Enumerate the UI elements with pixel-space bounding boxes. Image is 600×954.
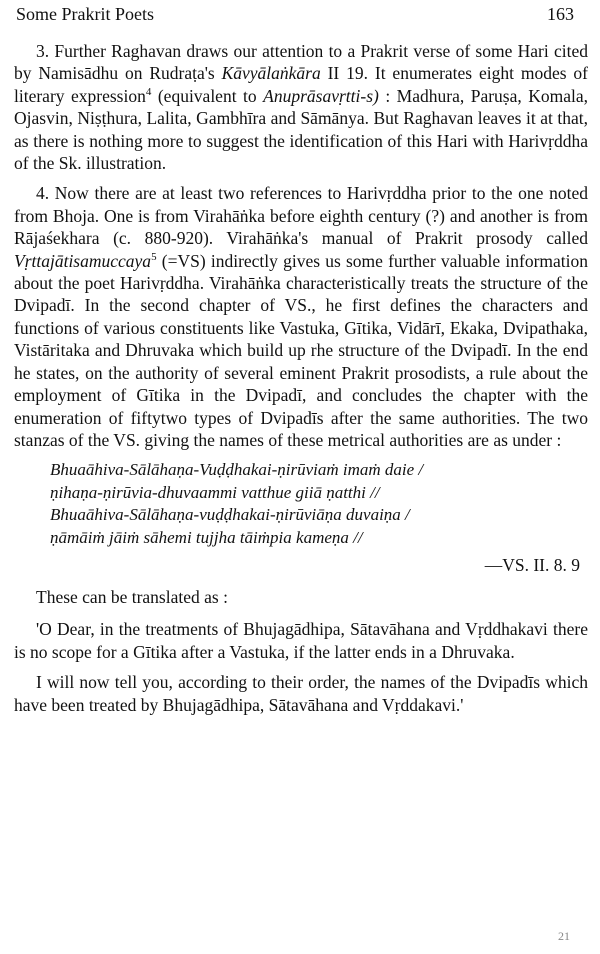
page-header [16,4,574,28]
verse-line: ṇihaṇa-ṇirūvia-dhuvaammi vatthue giiā ṇatthi // [50,482,380,502]
translation-intro: These can be translated as : [36,586,228,607]
verse-line: ṇāmāiṁ jāiṁ sāhemi tujjha tāiṁpia kameṇa // [50,527,363,547]
title-vrttajatisamuccaya: Vṛttajātisamuccaya [14,250,152,271]
paragraph-3: 3. Further Raghavan draws our attention to a Prakrit verse of some Hari cited by Namisādhu on Rudraṭa's Kāvyālaṅkāra II 19. It enumerates eight modes of literary expression$^4$ (equivalent to Anuprāsavṛtti-s) : Madhura, Paruṣa, Komala, Ojasvin, Niṣṭhura, Lalita, Gambhīra and Sāmānya. But Raghavan leaves it at that, as there is nothing more to suggest the identification of this Hari with Harivṛddha of the Sk. illustration. [14,41,588,174]
footnote-4: 4 [145,85,152,98]
page-number: 163 [547,4,574,24]
footnote-5: 5 [151,250,157,263]
term-anuprasavrtti: Anuprāsavṛtti-s) [263,85,379,106]
paragraph-4: 4. Now there are at least two references to Harivṛddha prior to the one noted from Bhoja. One is from Virahāṅka before eighth century (?) and another is from Rājaśekhara (c. 880-920). Virahāṅka's manual of Prakrit prosody called Vṛttajātisamuccaya$^5$ (=VS) indirectly gives us some further valuable information about the poet Harivṛddha. Virahāṅka characteristically treats the structure of the Dvipadī. In the second chapter of VS., he first defines the characters and functions of various constituents like Vastuka, Gītika, Vidārī, Ekaka, Dvipathaka, Vistāritaka and Dhruvaka which build up rhe structure of the Dvipadī. In the end he states, on the authority of several eminent Prakrit prosodists, a rule about the employment of Gītika in the Dvipadī, and concludes the chapter with the enumeration of fiftytwo types of Dvipadīs after the same authorities. The two stanzas of the VS. giving the names of these metrical authorities are as under : [14,183,588,450]
title-kavyalankara: Kāvyālaṅkāra [221,63,321,84]
verse-line: Bhuaāhiva-Sālāhaṇa-Vuḍḍhakai-ṇirūviaṁ imaṁ daie / [50,460,424,480]
page-body [14,40,588,724]
translation-paragraph-1: 'O Dear, in the treatments of Bhujagādhipa, Sātavāhana and Vṛddhakavi there is no scope for a Gītika after a Vastuka, if the latter ends in a Dhruvaka. [14,619,588,662]
page-mark: 21 [558,929,570,943]
verse-line: Bhuaāhiva-Sālāhaṇa-vuḍḍhakai-ṇirūviāṇa duvaiṇa / [50,505,410,525]
running-title: Some Prakrit Poets [16,4,154,24]
translation-paragraph-2: I will now tell you, according to their order, the names of the Dvipadīs which have been treated by Bhujagādhipa, Sātavāhana and Vṛddakavi.' [14,672,588,715]
verse-reference: —VS. II. 8. 9 [484,554,580,575]
prakrit-verse [50,459,588,549]
